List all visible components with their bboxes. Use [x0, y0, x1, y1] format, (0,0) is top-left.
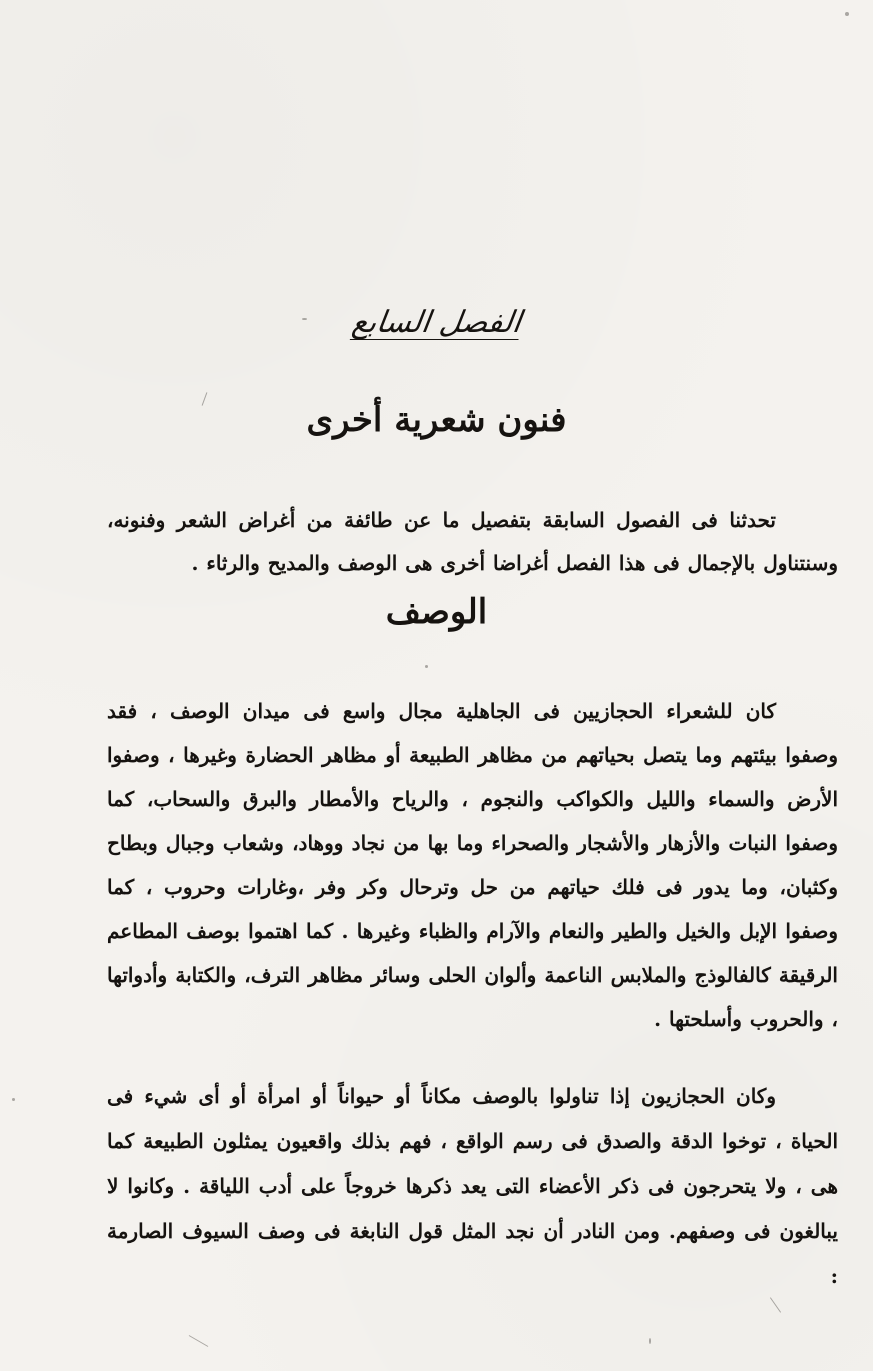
- chapter-label: الفصل السابع: [349, 305, 524, 340]
- scan-scratch: [770, 1297, 781, 1312]
- body-paragraph: كان للشعراء الحجازيين فى الجاهلية مجال واسع فى ميدان الوصف ، فقد وصفوا بيئتهم وما يتصل بحياتهم من مظاهر الطبيعة أو مظاهر الحضارة وغيرها ، وصفوا الأرض والسماء والليل والكواكب والنجوم ، والرياح والأمطار والبرق والسحاب، كما وصفوا النبات والأزهار والأشجار والصحراء وما بها من نجاد ووهاد، وشعاب وجبال وبطاح وكثبان، وما يدور فى فلك حياتهم من حل وترحال وكر وفر ،وغارات وحروب ، كما وصفوا الإبل والخيل والطير والنعام والآرام والظباء وغيرها . كما اهتموا بوصف المطاعم الرقيقة كالفالوذج والملابس الناعمة وألوان الحلى وسائر مظاهر الترف، والكتابة وأدواتها ، والحروب وأسلحتها .: [107, 699, 838, 1031]
- scan-scratch: [189, 1335, 209, 1347]
- scan-speck: [425, 665, 428, 668]
- scan-speck: [649, 1338, 651, 1344]
- intro-paragraph: تحدثنا فى الفصول السابقة بتفصيل ما عن طائفة من أغراض الشعر وفنونه، وسنتناول بالإجمال فى هذا الفصل أغراضا أخرى هى الوصف والمديح والرثاء .: [107, 508, 838, 575]
- chapter-title: فنون شعرية أخرى: [306, 400, 567, 440]
- body-paragraph: وكان الحجازيون إذا تناولوا بالوصف مكاناً أو حيواناً أو امرأة أو أى شيء فى الحياة ، توخوا الدقة والصدق فى رسم الواقع ، فهم بذلك واقعيون يمثلون الطبيعة كما هى ، ولا يتحرجون فى ذكر الأعضاء التى يعد ذكرها خروجاً على أدب اللياقة . وكانوا لا يبالغون فى وصفهم. ومن النادر أن نجد المثل قول النابغة فى وصف السيوف الصارمة :: [107, 1084, 838, 1288]
- scan-speck: [845, 12, 849, 16]
- scan-speck: [302, 318, 307, 320]
- scan-speck: [12, 1098, 15, 1101]
- section-heading: الوصف: [385, 592, 488, 632]
